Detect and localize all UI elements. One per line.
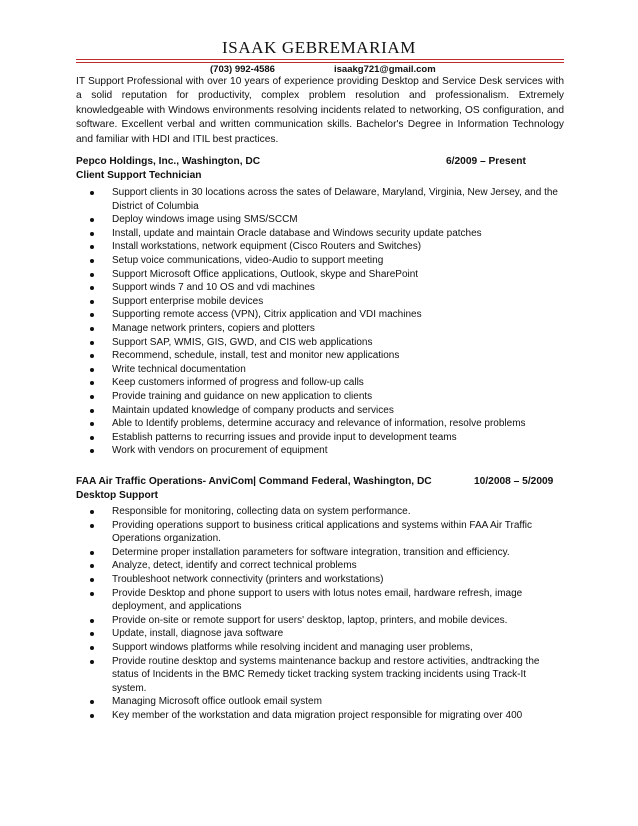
bullet-text: Analyze, detect, identify and correct technical problems [112,560,357,572]
list-item [0,281,562,295]
bullet-icon [90,259,94,263]
job-1-responsibilities [0,186,638,458]
job-2-company: FAA Air Traffic Operations- AnviCom| Command Federal, Washington, DC [76,476,432,487]
list-item [0,641,562,655]
list-item [0,431,562,445]
bullet-text: Responsible for monitoring, collecting data on system performance. [112,506,411,517]
list-item [0,614,562,628]
list-item [0,349,562,363]
list-item [0,709,562,723]
list-item [0,227,562,241]
bullet-text: Work with vendors on procurement of equipment [112,445,328,457]
list-item [0,404,562,418]
job-2-dates: 10/2008 – 5/2009 [474,476,554,487]
bullet-icon [90,381,94,385]
bullet-text: Able to Identify problems, determine accuracy and relevance of information, resolve problems [112,418,526,430]
bullet-text: Manage network printers, copiers and plotters [112,322,315,334]
bullet-icon [90,592,94,596]
bullet-icon [90,245,94,249]
header-rule-top [76,59,564,60]
list-item [0,322,562,336]
bullet-icon [90,564,94,568]
bullet-text: Supporting remote access (VPN), Citrix application and VDI machines [112,309,422,321]
bullet-icon [90,646,94,650]
bullet-icon [90,436,94,440]
bullet-text: Establish patterns to recurring issues and provide input to development teams [112,431,457,443]
bullet-icon [90,510,94,514]
candidate-name: ISAAK GEBREMARIAM [222,38,416,57]
list-item [0,390,562,404]
bullet-icon [90,368,94,372]
bullet-text: Provide Desktop and phone support to users with lotus notes email, hardware refresh, image deployment, and applications [112,587,523,613]
bullet-text: Support Microsoft Office applications, Outlook, skype and SharePoint [112,268,419,280]
header-rule-bottom [76,62,564,63]
phone-number: (703) 992-4586 [210,64,275,75]
list-item [0,505,562,519]
bullet-icon [90,660,94,664]
job-1-company: Pepco Holdings, Inc., Washington, DC [76,156,261,167]
bullet-text: Troubleshoot network connectivity (printers and workstations) [112,573,384,585]
list-item [0,417,562,431]
list-item [0,213,562,227]
bullet-text: Support SAP, WMIS, GIS, GWD, and CIS web applications [112,336,373,348]
list-item [0,186,562,213]
bullet-icon [90,341,94,345]
bullet-text: Recommend, schedule, install, test and monitor new applications [112,350,400,362]
bullet-icon [90,300,94,304]
bullet-text: Maintain updated knowledge of company products and services [112,404,394,416]
bullet-icon [90,551,94,555]
bullet-icon [90,700,94,704]
bullet-icon [90,449,94,453]
bullet-icon [90,395,94,399]
bullet-icon [90,286,94,290]
list-item [0,268,562,282]
bullet-icon [90,422,94,426]
list-item [0,546,562,560]
bullet-icon [90,273,94,277]
list-item [0,655,562,696]
bullet-text: Install workstations, network equipment (Cisco Routers and Switches) [112,241,422,253]
bullet-icon [90,619,94,623]
bullet-icon [90,354,94,358]
job-1-title: Client Support Technician [76,170,202,181]
bullet-icon [90,632,94,636]
list-item [0,559,562,573]
bullet-text: Write technical documentation [112,363,246,375]
list-item [0,363,562,377]
bullet-icon [90,191,94,195]
bullet-text: Support windows platforms while resolving incident and managing user problems, [112,641,473,653]
list-item [0,695,562,709]
bullet-icon [90,218,94,222]
bullet-icon [90,232,94,236]
bullet-icon [90,409,94,413]
list-item [0,295,562,309]
bullet-text: Keep customers informed of progress and follow-up calls [112,377,364,389]
list-item [0,573,562,587]
bullet-text: Providing operations support to business critical applications and systems within FAA Air Traffic Operations organization. [112,519,533,545]
bullet-icon [90,524,94,528]
list-item [0,627,562,641]
bullet-text: Support winds 7 and 10 OS and vdi machines [112,282,315,294]
bullet-text: Install, update and maintain Oracle database and Windows security update patches [112,227,482,239]
bullet-icon [90,313,94,317]
job-2-title: Desktop Support [76,490,159,501]
bullet-text: Setup voice communications, video-Audio to support meeting [112,254,384,266]
bullet-icon [90,714,94,718]
bullet-text: Update, install, diagnose java software [112,628,284,640]
list-item [0,254,562,268]
bullet-icon [90,327,94,331]
email-address: isaakg721@gmail.com [334,64,436,75]
bullet-text: Provide on-site or remote support for users' desktop, laptop, printers, and mobile devices. [112,614,508,626]
list-item [0,376,562,390]
bullet-text: Support clients in 30 locations across the sates of Delaware, Maryland, Virginia, New Jersey, and the District of Columbia [112,187,558,212]
bullet-text: Key member of the workstation and data migration project responsible for migrating over 400 [112,709,523,721]
professional-summary: IT Support Professional with over 10 years of experience providing Desktop and Service Desk services with a solid reputation for productivity, complex problem resolution and professionalism. Extremely knowledgeable with Windows environments resolving incidents related to networking, OS configuration, and software. Excellent verbal and written communication skills. Bachelor's Degree in Information Technology and familiar with HDI and ITIL best practices. [76,76,564,145]
job-1-dates: 6/2009 – Present [446,156,526,167]
bullet-text: Provide routine desktop and systems maintenance backup and restore activities, andtracking the status of Incidents in the BMC Remedy ticket tracking system tracking incidents using Track-It system. [112,655,540,694]
list-item [0,308,562,322]
bullet-text: Deploy windows image using SMS/SCCM [112,214,298,226]
bullet-text: Determine proper installation parameters for software integration, transition and efficiency. [112,546,510,558]
list-item [0,519,562,546]
job-2-responsibilities [0,505,638,723]
list-item [0,336,562,350]
bullet-text: Support enterprise mobile devices [112,295,264,307]
bullet-icon [90,578,94,582]
bullet-text: Provide training and guidance on new application to clients [112,390,373,402]
bullet-text: Managing Microsoft office outlook email system [112,696,322,708]
list-item [0,240,562,254]
list-item [0,587,562,614]
list-item [0,444,562,458]
